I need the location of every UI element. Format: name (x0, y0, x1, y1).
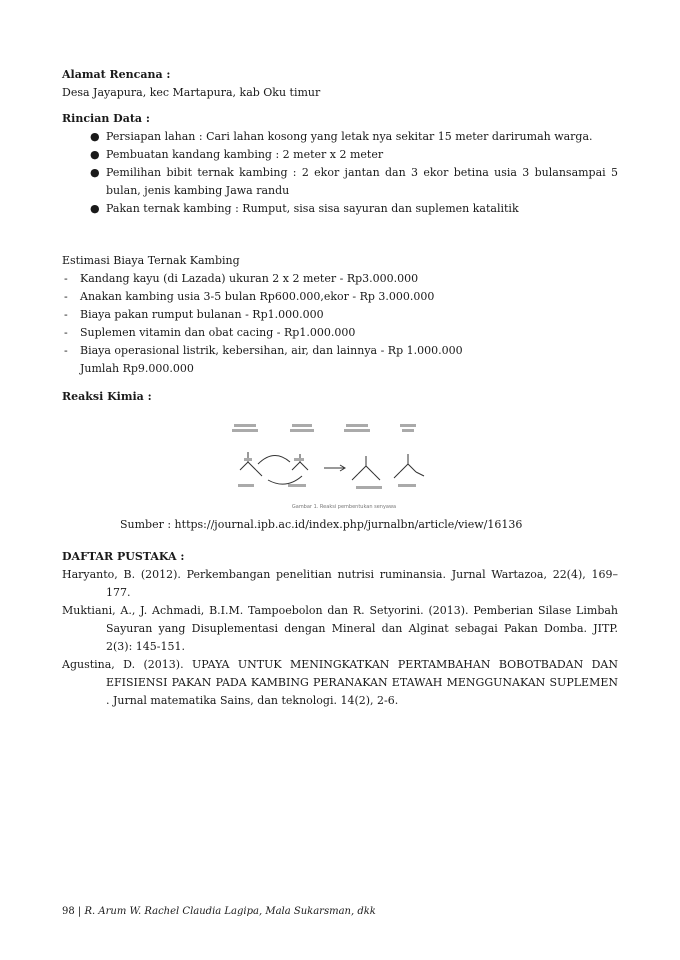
reference-item: Agustina, D. (2013). UPAYA UNTUK MENINGKATKAN PERTAMBAHAN BOBOTBADAN DAN EFISIENSI PAKAN PADA KAMBING PERANAKAN ETAWAH MENGGUNAKAN SUPLEMEN . Jurnal matematika Sains, dan teknologi. 14(2), 2-6. (62, 658, 618, 707)
rincian-section (62, 110, 618, 218)
alamat-label: Alamat Rencana : (62, 68, 171, 81)
page-number: 98 (62, 906, 75, 917)
alamat-section (62, 66, 618, 102)
reaksi-source: Sumber : https://journal.ipb.ac.id/index.php/jurnalbn/article/view/16136 (120, 518, 523, 531)
list-item: ● Persiapan lahan : Cari lahan kosong yang letak nya sekitar 15 meter darirumah warga. (62, 128, 618, 146)
estimasi-list (62, 270, 618, 360)
rincian-list (62, 128, 618, 218)
list-item: - Anakan kambing usia 3-5 bulan Rp600.000,ekor - Rp 3.000.000 (64, 290, 435, 303)
list-item: - Biaya operasional listrik, kebersihan, air, dan lainnya - Rp 1.000.000 (64, 344, 463, 357)
list-item: - Kandang kayu (di Lazada) ukuran 2 x 2 meter - Rp3.000.000 (64, 272, 419, 285)
reference-item: Haryanto, B. (2012). Perkembangan penelitian nutrisi ruminansia. Jurnal Wartazoa, 22(4), 169–177. (62, 568, 618, 599)
reaction-figure (228, 418, 460, 514)
list-item: - Suplemen vitamin dan obat cacing - Rp1.000.000 (64, 326, 356, 339)
rincian-label: Rincian Data : (62, 112, 150, 125)
list-item: - Biaya pakan rumput bulanan - Rp1.000.000 (64, 308, 324, 321)
figure-caption: Gambar 1. Reaksi pembentukan senyawa (291, 504, 397, 510)
list-item: ● Pakan ternak kambing : Rumput, sisa sisa sayuran dan suplemen katalitik (62, 200, 618, 218)
daftar-pustaka-section (62, 548, 618, 710)
reaction-diagram (228, 418, 460, 514)
bullet-icon: ● (90, 148, 100, 161)
page-footer: 98 | R. Arum W. Rachel Claudia Lagipa, Mala Sukarsman, dkk (62, 906, 376, 917)
estimasi-section (62, 252, 618, 378)
list-item: ● Pemilihan bibit ternak kambing : 2 ekor jantan dan 3 ekor betina usia 3 bulansampai 5 bulan, jenis kambing Jawa randu (90, 166, 618, 197)
bullet-icon: ● (90, 202, 100, 215)
footer-authors: R. Arum W. Rachel Claudia Lagipa, Mala Sukarsman, dkk (84, 906, 376, 917)
alamat-value: Desa Jayapura, kec Martapura, kab Oku timur (62, 86, 321, 99)
reference-item: Muktiani, A., J. Achmadi, B.I.M. Tampoebolon dan R. Setyorini. (2013). Pemberian Silase Limbah Sayuran yang Disuplementasi dengan Mineral dan Alginat sebagai Pakan Domba. JITP. 2(3): 145-151. (62, 604, 618, 653)
reaksi-label: Reaksi Kimia : (62, 390, 152, 403)
bullet-icon: ● (90, 166, 100, 179)
list-item: ● Pembuatan kandang kambing : 2 meter x 2 meter (62, 146, 618, 164)
bullet-icon: ● (90, 130, 100, 143)
estimasi-total: Jumlah Rp9.000.000 (80, 362, 194, 375)
estimasi-title: Estimasi Biaya Ternak Kambing (62, 254, 240, 267)
daftar-pustaka-title: DAFTAR PUSTAKA : (62, 550, 185, 563)
